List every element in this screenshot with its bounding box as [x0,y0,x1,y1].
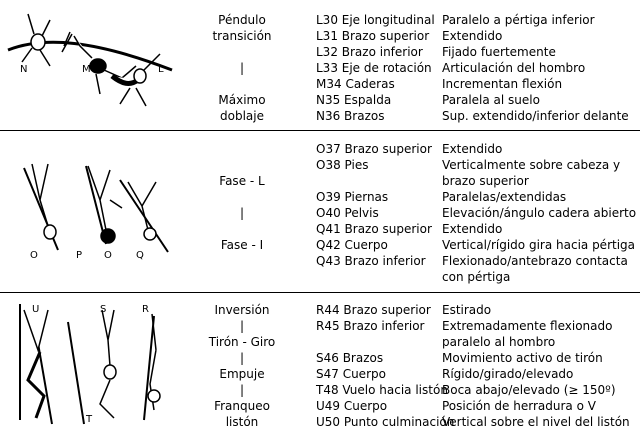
figure-label-t: T [86,414,93,425]
phase-separator: | [239,383,245,397]
criterion-code: L33 Eje de rotación [316,61,432,75]
criterion-desc: Vertical sobre el nivel del listón [442,415,630,429]
criterion-code: Q42 Cuerpo [316,238,388,252]
criterion-code: R44 Brazo superior [316,303,431,317]
phase-label: transición [212,29,272,43]
criterion-code: O37 Brazo superior [316,142,432,156]
criterion-code: U50 Punto culminación [316,415,455,429]
criterion-code: L32 Brazo inferior [316,45,423,59]
criterion-desc: Vertical/rígido gira hacia pértiga [442,238,636,252]
criterion-desc: Incrementan flexión [442,77,563,91]
phase-label: Máximo [218,93,266,107]
figure-l-phase [18,160,178,256]
figure-label-o-1: O [30,250,38,261]
criterion-desc: Extendido [442,222,503,236]
criterion-desc: brazo superior [442,174,529,188]
figure-label-u: U [32,304,40,315]
criterion-code: Q43 Brazo inferior [316,254,426,268]
criterion-code: L31 Brazo superior [316,29,430,43]
criterion-desc: Elevación/ángulo cadera abierto [442,206,637,220]
criterion-desc: Paralelas/extendidas [442,190,567,204]
criterion-desc: con pértiga [442,270,511,284]
figure-label-n: N [20,64,28,75]
criterion-desc: Extremadamente flexionado [442,319,613,333]
phase-separator: | [239,319,245,333]
criterion-code: S47 Cuerpo [316,367,386,381]
figure-label-q: Q [136,250,144,261]
criterion-code: S46 Brazos [316,351,384,365]
criterion-code: T48 Vuelo hacia listón [316,383,448,397]
criterion-code: U49 Cuerpo [316,399,388,413]
criterion-desc: Rígido/girado/elevado [442,367,574,381]
criterion-code: O40 Pelvis [316,206,379,220]
figure-label-s: S [100,304,107,315]
phase-label: Péndulo [218,13,266,27]
figure-pendulum-swing [4,6,180,114]
criterion-desc: Posición de herradura o V [442,399,596,413]
criterion-desc: Boca abajo/elevado (≥ 150º) [442,383,616,397]
phase-label: doblaje [220,109,264,123]
criterion-desc: Flexionado/antebrazo contacta [442,254,628,268]
criterion-desc: Verticalmente sobre cabeza y [442,158,621,172]
phase-separator: | [239,206,245,220]
criterion-desc: Extendido [442,142,503,156]
phase-label: Franqueo [214,399,270,413]
phase-label: Empuje [219,367,265,381]
criterion-desc: Articulación del hombro [442,61,586,75]
phase-separator: | [239,351,245,365]
criterion-desc: Paralela al suelo [442,93,540,107]
criterion-desc: Fijado fuertemente [442,45,556,59]
criterion-code: O38 Pies [316,158,369,172]
phase-separator: | [239,61,245,75]
figure-label-o-2: O [104,250,112,261]
criterion-desc: Extendido [442,29,503,43]
criterion-desc: Paralelo a pértiga inferior [442,13,595,27]
criterion-desc: Movimiento activo de tirón [442,351,603,365]
criterion-desc: Sup. extendido/inferior delante [442,109,629,123]
figure-label-p: P [76,250,83,261]
criterion-code: L30 Eje longitudinal [316,13,435,27]
figure-label-m: M [82,64,91,75]
criterion-code: O39 Piernas [316,190,389,204]
section-divider [0,292,640,293]
phase-label: Fase - I [220,238,264,252]
criterion-desc: paralelo al hombro [442,335,556,349]
phase-label: Inversión [214,303,270,317]
criterion-code: M34 Caderas [316,77,395,91]
criterion-code: N36 Brazos [316,109,385,123]
criterion-code: N35 Espalda [316,93,392,107]
figure-label-l: L [158,64,164,75]
criterion-code: R45 Brazo inferior [316,319,425,333]
section-divider [0,130,640,131]
phase-label: Tirón - Giro [208,335,276,349]
phase-label: listón [225,415,259,429]
figure-inversion-sequence [14,300,182,428]
criterion-code: Q41 Brazo superior [316,222,432,236]
figure-label-r: R [142,304,149,315]
criterion-desc: Estirado [442,303,492,317]
phase-label: Fase - L [219,174,265,188]
